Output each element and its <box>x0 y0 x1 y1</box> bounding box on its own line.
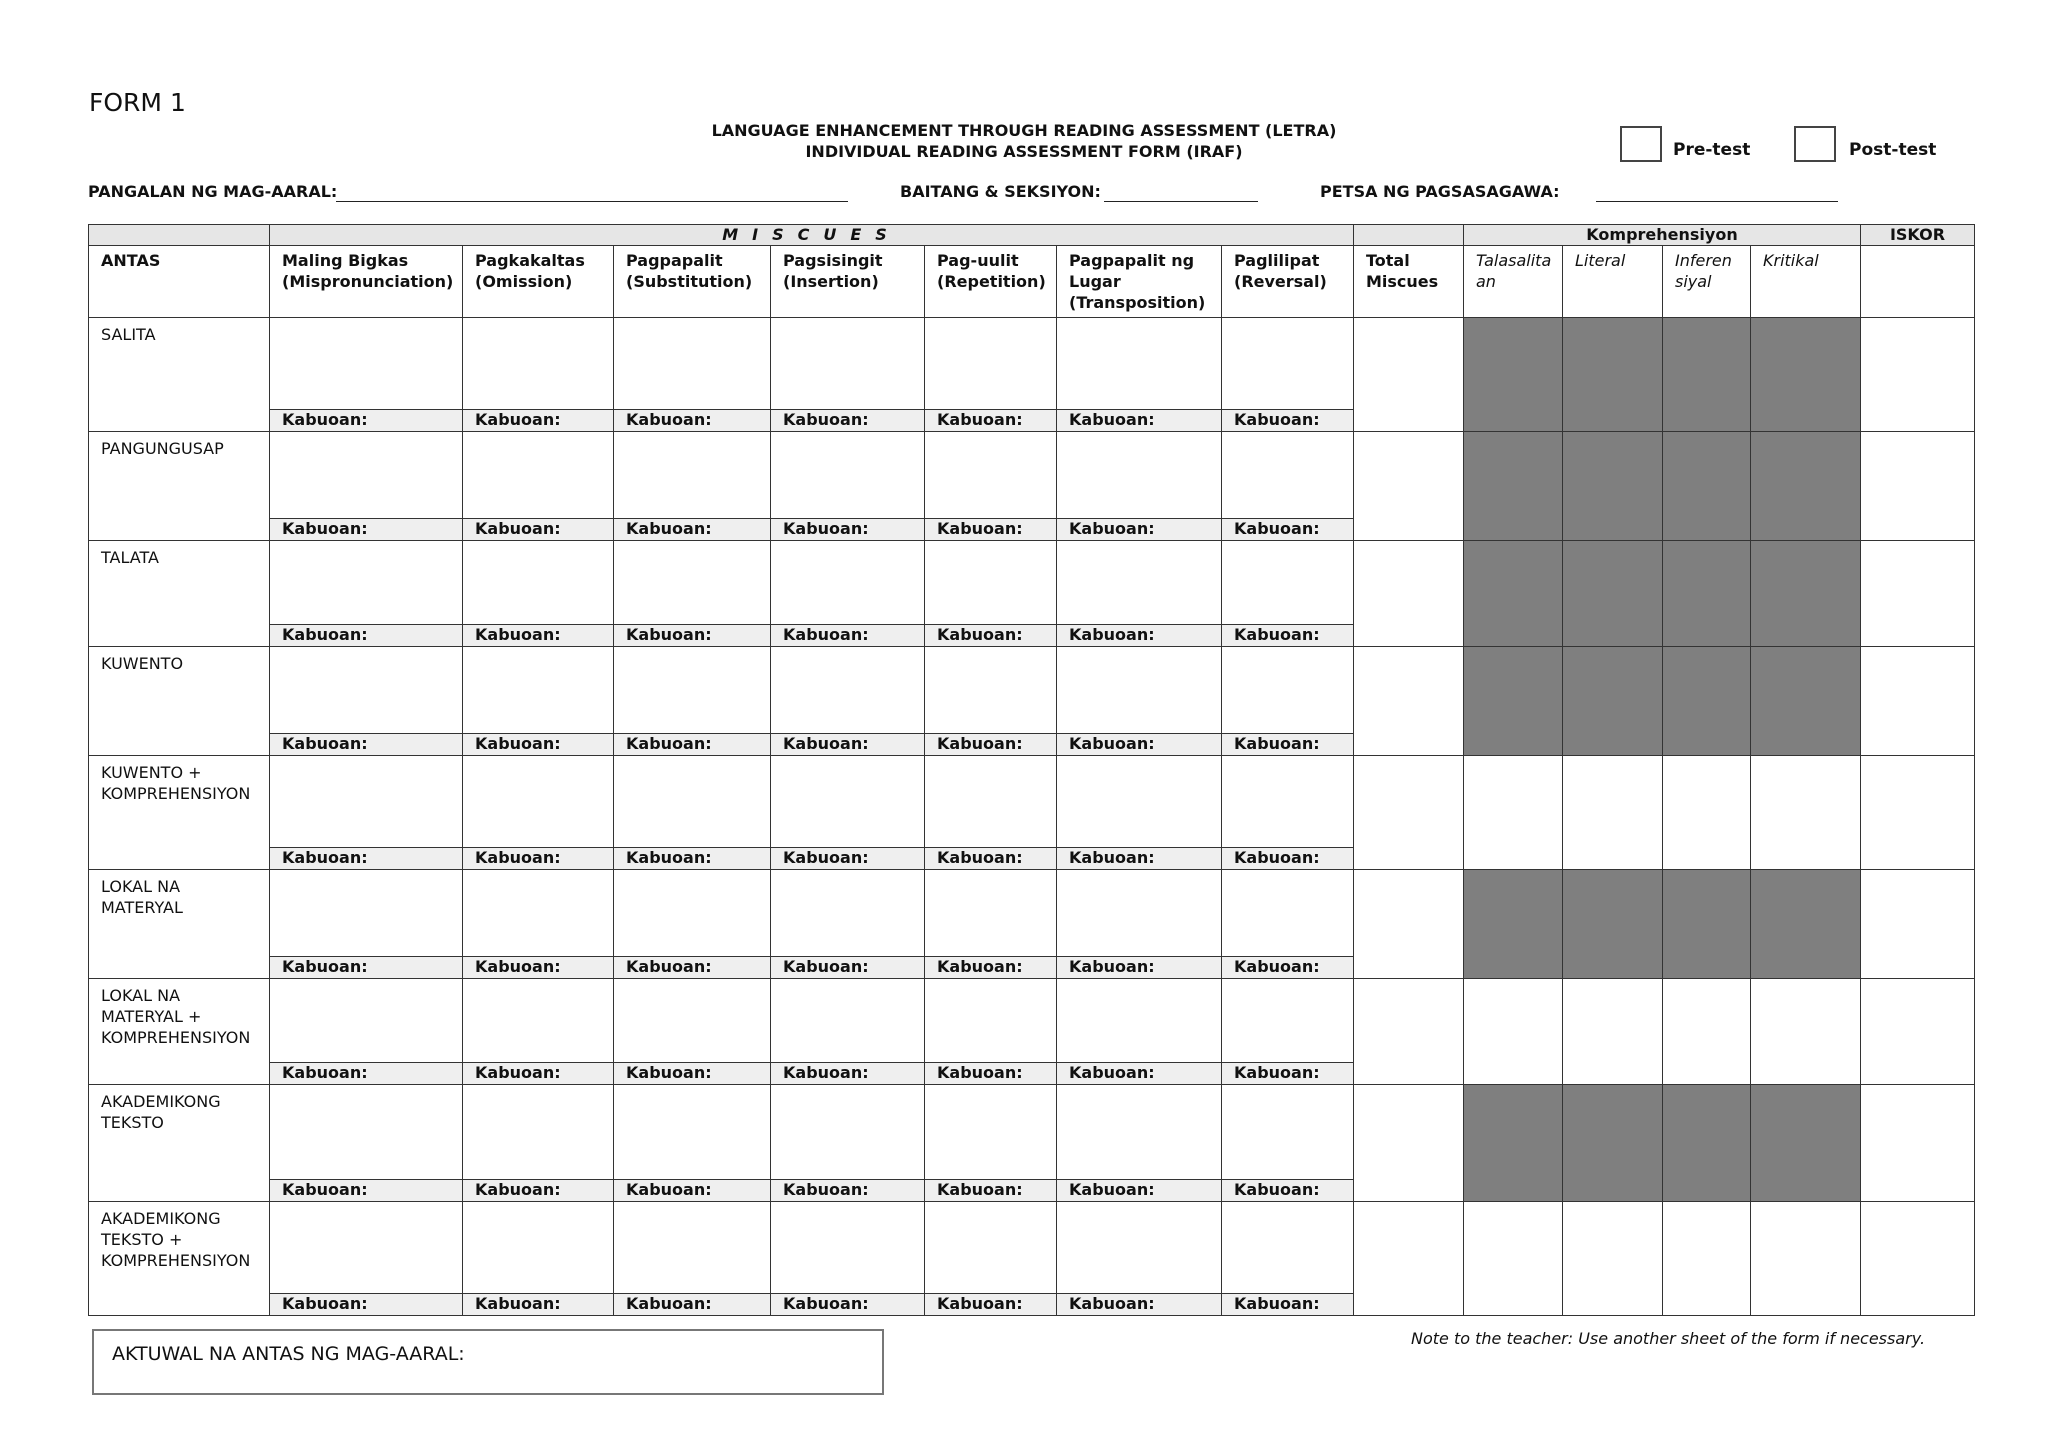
kabuoan-total-label: Kabuoan: <box>270 1062 462 1084</box>
kabuoan-total-label: Kabuoan: <box>463 624 613 646</box>
miscue-entry-cell[interactable] <box>614 979 771 1085</box>
post-test-label: Post-test <box>1849 140 1937 160</box>
miscue-entry-cell[interactable] <box>925 432 1057 541</box>
miscue-header-transposition: Pagpapalit ng Lugar (Transposition) <box>1057 246 1222 318</box>
kabuoan-total-label: Kabuoan: <box>270 1293 462 1315</box>
comprehension-cell-shaded <box>1663 1085 1751 1202</box>
miscue-entry-cell[interactable] <box>1057 541 1222 647</box>
miscue-entry-cell[interactable] <box>925 979 1057 1085</box>
miscue-entry-cell[interactable] <box>270 318 463 432</box>
miscue-entry-cell[interactable] <box>463 432 614 541</box>
kabuoan-total-label: Kabuoan: <box>1057 624 1221 646</box>
kabuoan-total-label: Kabuoan: <box>463 518 613 540</box>
comprehension-cell-shaded <box>1464 870 1563 979</box>
kabuoan-total-label: Kabuoan: <box>270 956 462 978</box>
level-row <box>89 1085 1975 1202</box>
kabuoan-total-label: Kabuoan: <box>1057 409 1221 431</box>
comprehension-cell-shaded <box>1751 318 1861 432</box>
comprehension-cell-shaded <box>1751 432 1861 541</box>
comprehension-cell[interactable] <box>1563 979 1663 1085</box>
kabuoan-total-label: Kabuoan: <box>925 1179 1056 1201</box>
grade-section-field[interactable] <box>1104 200 1258 202</box>
level-header: ANTAS <box>89 246 270 318</box>
total-miscues-cell[interactable] <box>1354 541 1464 647</box>
miscue-entry-cell[interactable] <box>1222 756 1354 870</box>
miscue-entry-cell[interactable] <box>463 541 614 647</box>
kabuoan-total-label: Kabuoan: <box>1057 518 1221 540</box>
student-name-label: PANGALAN NG MAG-AARAL: <box>88 182 338 201</box>
comprehension-cell-shaded <box>1663 318 1751 432</box>
miscue-entry-cell[interactable] <box>771 1202 925 1316</box>
post-test-checkbox[interactable] <box>1794 126 1836 162</box>
miscue-entry-cell[interactable] <box>614 541 771 647</box>
comprehension-cell-shaded <box>1563 318 1663 432</box>
kabuoan-total-label: Kabuoan: <box>614 1062 770 1084</box>
level-row <box>89 318 1975 432</box>
total-miscues-cell[interactable] <box>1354 432 1464 541</box>
student-name-field[interactable] <box>336 200 848 202</box>
miscue-entry-cell[interactable] <box>270 432 463 541</box>
score-cell[interactable] <box>1861 979 1975 1085</box>
comprehension-cell[interactable] <box>1464 979 1563 1085</box>
kabuoan-total-label: Kabuoan: <box>771 518 924 540</box>
level-name: KUWENTO + KOMPREHENSIYON <box>89 756 270 870</box>
kabuoan-total-label: Kabuoan: <box>1057 1062 1221 1084</box>
miscue-entry-cell[interactable] <box>463 647 614 756</box>
kabuoan-total-label: Kabuoan: <box>925 409 1056 431</box>
miscue-entry-cell[interactable] <box>771 647 925 756</box>
total-miscues-cell[interactable] <box>1354 870 1464 979</box>
comprehension-cell[interactable] <box>1663 979 1751 1085</box>
miscue-entry-cell[interactable] <box>1057 1202 1222 1316</box>
kabuoan-total-label: Kabuoan: <box>1222 518 1353 540</box>
miscue-entry-cell[interactable] <box>614 870 771 979</box>
miscue-entry-cell[interactable] <box>463 756 614 870</box>
comprehension-cell-shaded <box>1563 541 1663 647</box>
miscue-entry-cell[interactable] <box>1057 432 1222 541</box>
kabuoan-total-label: Kabuoan: <box>925 518 1056 540</box>
comprehension-cell[interactable] <box>1464 756 1563 870</box>
miscue-entry-cell[interactable] <box>771 756 925 870</box>
miscue-entry-cell[interactable] <box>925 1085 1057 1202</box>
score-band: ISKOR <box>1861 225 1975 246</box>
comprehension-header-inferential: Inferen siyal <box>1663 246 1751 318</box>
level-name: LOKAL NA MATERYAL + KOMPREHENSIYON <box>89 979 270 1085</box>
miscue-entry-cell[interactable] <box>614 318 771 432</box>
comprehension-cell-shaded <box>1751 647 1861 756</box>
miscue-header-omission: Pagkakaltas (Omission) <box>463 246 614 318</box>
kabuoan-total-label: Kabuoan: <box>614 409 770 431</box>
score-cell[interactable] <box>1861 1202 1975 1316</box>
kabuoan-total-label: Kabuoan: <box>925 956 1056 978</box>
miscue-entry-cell[interactable] <box>771 870 925 979</box>
kabuoan-total-label: Kabuoan: <box>1057 733 1221 755</box>
comprehension-header-critical: Kritikal <box>1751 246 1861 318</box>
score-header <box>1861 246 1975 318</box>
miscues-band: MISCUES <box>270 225 1354 246</box>
kabuoan-total-label: Kabuoan: <box>1057 956 1221 978</box>
comprehension-cell[interactable] <box>1663 756 1751 870</box>
miscue-entry-cell[interactable] <box>614 647 771 756</box>
miscue-entry-cell[interactable] <box>1222 647 1354 756</box>
kabuoan-total-label: Kabuoan: <box>771 1179 924 1201</box>
kabuoan-total-label: Kabuoan: <box>614 847 770 869</box>
grade-section-label: BAITANG & SEKSIYON: <box>900 182 1101 201</box>
level-name: KUWENTO <box>89 647 270 756</box>
kabuoan-total-label: Kabuoan: <box>771 1293 924 1315</box>
kabuoan-total-label: Kabuoan: <box>614 733 770 755</box>
band-blank-total <box>1354 225 1464 246</box>
kabuoan-total-label: Kabuoan: <box>614 518 770 540</box>
miscue-entry-cell[interactable] <box>771 432 925 541</box>
miscue-entry-cell[interactable] <box>270 979 463 1085</box>
kabuoan-total-label: Kabuoan: <box>463 409 613 431</box>
kabuoan-total-label: Kabuoan: <box>614 1179 770 1201</box>
comprehension-cell-shaded <box>1464 432 1563 541</box>
miscue-entry-cell[interactable] <box>463 318 614 432</box>
kabuoan-total-label: Kabuoan: <box>1222 1062 1353 1084</box>
total-miscues-cell[interactable] <box>1354 318 1464 432</box>
miscue-entry-cell[interactable] <box>463 1202 614 1316</box>
miscue-entry-cell[interactable] <box>771 1085 925 1202</box>
miscue-entry-cell[interactable] <box>1057 870 1222 979</box>
miscue-entry-cell[interactable] <box>1222 541 1354 647</box>
kabuoan-total-label: Kabuoan: <box>1057 1179 1221 1201</box>
miscue-entry-cell[interactable] <box>1222 870 1354 979</box>
date-field[interactable] <box>1596 200 1838 202</box>
level-name: SALITA <box>89 318 270 432</box>
comprehension-cell-shaded <box>1563 1085 1663 1202</box>
kabuoan-total-label: Kabuoan: <box>925 624 1056 646</box>
miscue-entry-cell[interactable] <box>1222 979 1354 1085</box>
total-miscues-cell[interactable] <box>1354 979 1464 1085</box>
kabuoan-total-label: Kabuoan: <box>1222 624 1353 646</box>
miscue-entry-cell[interactable] <box>1057 318 1222 432</box>
kabuoan-total-label: Kabuoan: <box>1222 956 1353 978</box>
kabuoan-total-label: Kabuoan: <box>270 518 462 540</box>
miscue-entry-cell[interactable] <box>925 756 1057 870</box>
pre-test-checkbox[interactable] <box>1620 126 1662 162</box>
form-title-line-2: INDIVIDUAL READING ASSESSMENT FORM (IRAF) <box>805 142 1243 161</box>
miscue-entry-cell[interactable] <box>463 1085 614 1202</box>
kabuoan-total-label: Kabuoan: <box>925 733 1056 755</box>
miscue-entry-cell[interactable] <box>270 756 463 870</box>
level-row <box>89 870 1975 979</box>
miscue-entry-cell[interactable] <box>614 756 771 870</box>
kabuoan-total-label: Kabuoan: <box>614 1293 770 1315</box>
miscue-entry-cell[interactable] <box>270 647 463 756</box>
kabuoan-total-label: Kabuoan: <box>1057 847 1221 869</box>
comprehension-cell-shaded <box>1464 647 1563 756</box>
total-miscues-cell[interactable] <box>1354 756 1464 870</box>
level-row <box>89 1202 1975 1316</box>
total-miscues-header: Total Miscues <box>1354 246 1464 318</box>
score-cell[interactable] <box>1861 541 1975 647</box>
kabuoan-total-label: Kabuoan: <box>463 1293 613 1315</box>
band-blank <box>89 225 270 246</box>
miscue-entry-cell[interactable] <box>925 541 1057 647</box>
miscue-entry-cell[interactable] <box>925 318 1057 432</box>
comprehension-cell[interactable] <box>1563 756 1663 870</box>
score-cell[interactable] <box>1861 870 1975 979</box>
kabuoan-total-label: Kabuoan: <box>463 847 613 869</box>
miscue-entry-cell[interactable] <box>270 541 463 647</box>
miscue-entry-cell[interactable] <box>1222 432 1354 541</box>
kabuoan-total-label: Kabuoan: <box>1057 1293 1221 1315</box>
comprehension-cell-shaded <box>1464 1085 1563 1202</box>
date-label: PETSA NG PAGSASAGAWA: <box>1320 182 1560 201</box>
level-name: PANGUNGUSAP <box>89 432 270 541</box>
comprehension-cell[interactable] <box>1663 1202 1751 1316</box>
level-row <box>89 432 1975 541</box>
level-row <box>89 756 1975 870</box>
comprehension-cell[interactable] <box>1563 1202 1663 1316</box>
total-miscues-cell[interactable] <box>1354 1202 1464 1316</box>
comprehension-cell-shaded <box>1663 432 1751 541</box>
comprehension-cell-shaded <box>1563 432 1663 541</box>
comprehension-cell-shaded <box>1563 647 1663 756</box>
miscue-header-reversal: Paglilipat (Reversal) <box>1222 246 1354 318</box>
miscue-entry-cell[interactable] <box>925 647 1057 756</box>
total-miscues-cell[interactable] <box>1354 1085 1464 1202</box>
kabuoan-total-label: Kabuoan: <box>463 1062 613 1084</box>
miscue-entry-cell[interactable] <box>1057 756 1222 870</box>
form-title-line-1: LANGUAGE ENHANCEMENT THROUGH READING ASSESSMENT (LETRA) <box>711 121 1337 140</box>
kabuoan-total-label: Kabuoan: <box>771 733 924 755</box>
miscue-entry-cell[interactable] <box>270 870 463 979</box>
comprehension-cell-shaded <box>1563 870 1663 979</box>
kabuoan-total-label: Kabuoan: <box>925 1062 1056 1084</box>
score-cell[interactable] <box>1861 756 1975 870</box>
miscue-header-substitution: Pagpapalit (Substitution) <box>614 246 771 318</box>
form-number-label: FORM 1 <box>89 88 186 117</box>
kabuoan-total-label: Kabuoan: <box>270 409 462 431</box>
kabuoan-total-label: Kabuoan: <box>1222 1179 1353 1201</box>
miscue-entry-cell[interactable] <box>270 1202 463 1316</box>
level-name: LOKAL NA MATERYAL <box>89 870 270 979</box>
score-cell[interactable] <box>1861 318 1975 432</box>
level-row <box>89 979 1975 1085</box>
score-cell[interactable] <box>1861 647 1975 756</box>
comprehension-cell[interactable] <box>1751 1202 1861 1316</box>
kabuoan-total-label: Kabuoan: <box>771 956 924 978</box>
score-cell[interactable] <box>1861 432 1975 541</box>
comprehension-cell-shaded <box>1464 541 1563 647</box>
kabuoan-total-label: Kabuoan: <box>1222 733 1353 755</box>
kabuoan-total-label: Kabuoan: <box>463 956 613 978</box>
miscue-entry-cell[interactable] <box>1222 1202 1354 1316</box>
kabuoan-total-label: Kabuoan: <box>1222 1293 1353 1315</box>
kabuoan-total-label: Kabuoan: <box>614 624 770 646</box>
comprehension-cell[interactable] <box>1751 756 1861 870</box>
pre-test-label: Pre-test <box>1673 140 1751 160</box>
miscue-header-mispronunciation: Maling Bigkas (Mispronunciation) <box>270 246 463 318</box>
miscue-entry-cell[interactable] <box>1222 318 1354 432</box>
comprehension-cell-shaded <box>1751 541 1861 647</box>
comprehension-header-vocabulary: Talasalita an <box>1464 246 1563 318</box>
miscue-entry-cell[interactable] <box>1057 979 1222 1085</box>
comprehension-cell-shaded <box>1663 870 1751 979</box>
score-cell[interactable] <box>1861 1085 1975 1202</box>
miscue-entry-cell[interactable] <box>614 1085 771 1202</box>
comprehension-cell-shaded <box>1751 870 1861 979</box>
miscue-entry-cell[interactable] <box>270 1085 463 1202</box>
level-name: TALATA <box>89 541 270 647</box>
kabuoan-total-label: Kabuoan: <box>270 733 462 755</box>
kabuoan-total-label: Kabuoan: <box>270 624 462 646</box>
kabuoan-total-label: Kabuoan: <box>771 847 924 869</box>
kabuoan-total-label: Kabuoan: <box>925 1293 1056 1315</box>
level-row <box>89 541 1975 647</box>
kabuoan-total-label: Kabuoan: <box>771 1062 924 1084</box>
miscue-entry-cell[interactable] <box>614 432 771 541</box>
miscue-entry-cell[interactable] <box>771 318 925 432</box>
level-name: AKADEMIKONG TEKSTO <box>89 1085 270 1202</box>
kabuoan-total-label: Kabuoan: <box>771 624 924 646</box>
comprehension-cell-shaded <box>1751 1085 1861 1202</box>
teacher-note: Note to the teacher: Use another sheet of the form if necessary. <box>1411 1329 1926 1348</box>
miscue-entry-cell[interactable] <box>1057 647 1222 756</box>
miscue-entry-cell[interactable] <box>463 979 614 1085</box>
comprehension-band: Komprehensiyon <box>1464 225 1861 246</box>
kabuoan-total-label: Kabuoan: <box>1222 847 1353 869</box>
kabuoan-total-label: Kabuoan: <box>463 1179 613 1201</box>
comprehension-cell[interactable] <box>1751 979 1861 1085</box>
actual-level-box[interactable] <box>92 1329 884 1395</box>
kabuoan-total-label: Kabuoan: <box>270 847 462 869</box>
level-row <box>89 647 1975 756</box>
kabuoan-total-label: Kabuoan: <box>1222 409 1353 431</box>
miscue-header-repetition: Pag-uulit (Repetition) <box>925 246 1057 318</box>
miscue-entry-cell[interactable] <box>771 979 925 1085</box>
kabuoan-total-label: Kabuoan: <box>925 847 1056 869</box>
level-name: AKADEMIKONG TEKSTO + KOMPREHENSIYON <box>89 1202 270 1316</box>
comprehension-header-literal: Literal <box>1563 246 1663 318</box>
miscue-entry-cell[interactable] <box>925 1202 1057 1316</box>
kabuoan-total-label: Kabuoan: <box>771 409 924 431</box>
comprehension-cell[interactable] <box>1464 1202 1563 1316</box>
comprehension-cell-shaded <box>1464 318 1563 432</box>
assessment-table <box>88 224 1975 1316</box>
total-miscues-cell[interactable] <box>1354 647 1464 756</box>
comprehension-cell-shaded <box>1663 647 1751 756</box>
miscue-entry-cell[interactable] <box>771 541 925 647</box>
miscue-entry-cell[interactable] <box>614 1202 771 1316</box>
miscue-entry-cell[interactable] <box>925 870 1057 979</box>
kabuoan-total-label: Kabuoan: <box>614 956 770 978</box>
kabuoan-total-label: Kabuoan: <box>463 733 613 755</box>
miscue-entry-cell[interactable] <box>1057 1085 1222 1202</box>
kabuoan-total-label: Kabuoan: <box>270 1179 462 1201</box>
miscue-entry-cell[interactable] <box>1222 1085 1354 1202</box>
miscue-header-insertion: Pagsisingit (Insertion) <box>771 246 925 318</box>
comprehension-cell-shaded <box>1663 541 1751 647</box>
actual-level-label: AKTUWAL NA ANTAS NG MAG-AARAL: <box>112 1343 465 1365</box>
miscue-entry-cell[interactable] <box>463 870 614 979</box>
